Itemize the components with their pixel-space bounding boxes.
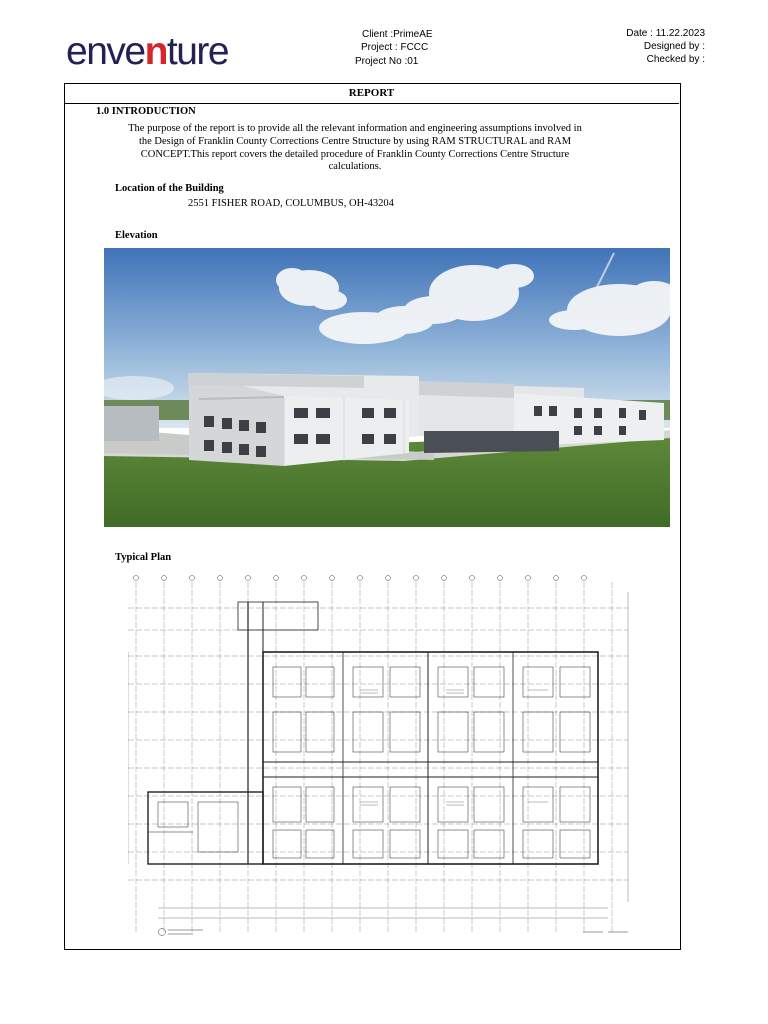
typical-plan-heading: Typical Plan bbox=[115, 552, 172, 563]
date-label: Date : 11.22.2023 bbox=[626, 28, 705, 39]
section-heading: 1.0 INTRODUCTION bbox=[96, 106, 196, 117]
company-logo bbox=[66, 30, 228, 74]
elevation-heading: Elevation bbox=[115, 230, 158, 241]
logo-text-start: enve bbox=[66, 30, 145, 73]
report-title: REPORT bbox=[64, 83, 679, 104]
location-heading: Location of the Building bbox=[115, 183, 224, 194]
intro-line: the Design of Franklin County Corrections Centre Structure by using RAM STRUCTURAL and RAM bbox=[138, 135, 572, 147]
intro-line: The purpose of the report is to provide all the relevant information and engineering assumptions involved in bbox=[128, 123, 582, 134]
project-number-label: Project No :01 bbox=[355, 56, 419, 67]
logo-text-end: ture bbox=[166, 30, 229, 73]
client-label: Client :PrimeAE bbox=[362, 29, 433, 40]
project-label: Project : FCCC bbox=[361, 42, 429, 53]
checked-by-label: Checked by : bbox=[646, 54, 705, 65]
building-address: 2551 FISHER ROAD, COLUMBUS, OH-43204 bbox=[188, 198, 394, 209]
intro-line: calculations. bbox=[328, 161, 382, 173]
elevation-image bbox=[104, 248, 670, 527]
logo-text-accent: n bbox=[144, 30, 167, 73]
designed-by-label: Designed by : bbox=[643, 41, 705, 52]
typical-plan-drawing bbox=[128, 572, 634, 944]
intro-line: CONCEPT.This report covers the detailed procedure of Franklin County Corrections Centre Structure bbox=[140, 148, 570, 160]
intro-paragraph bbox=[105, 123, 605, 174]
